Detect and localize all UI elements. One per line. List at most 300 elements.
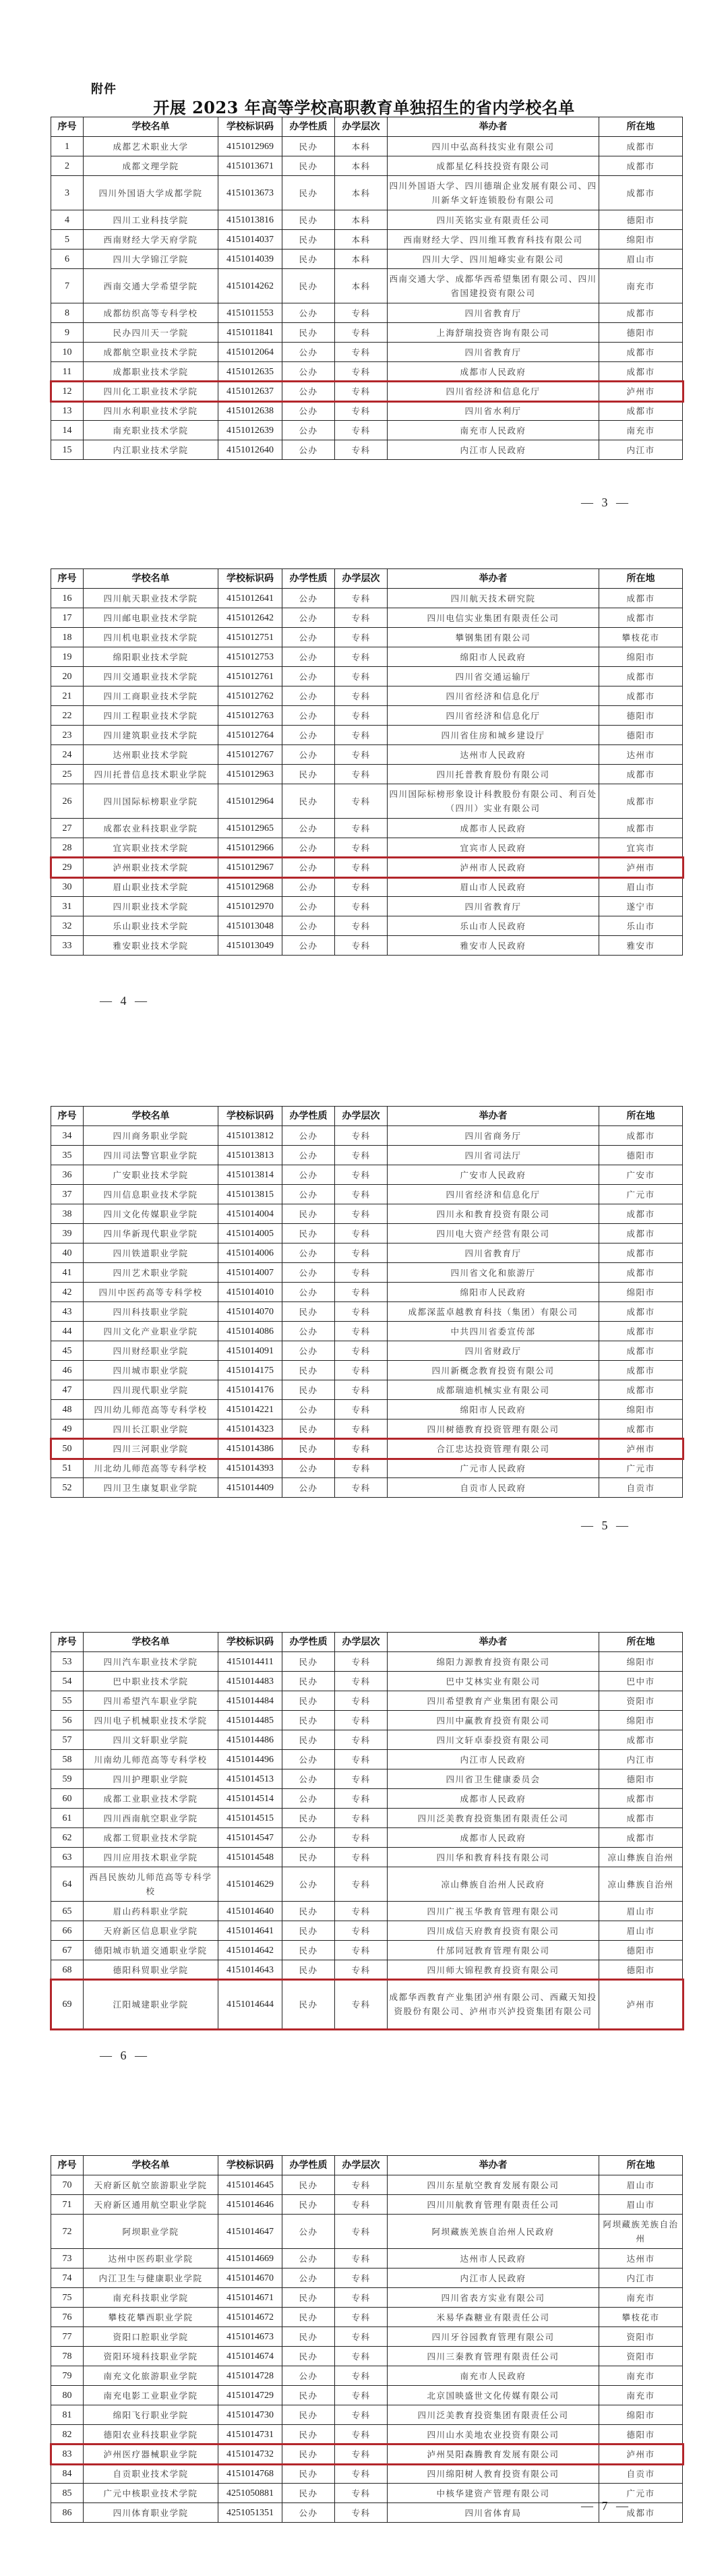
cell-host: 内江市人民政府	[388, 1750, 599, 1769]
cell-name: 四川科技职业学院	[84, 1302, 218, 1322]
cell-level: 专科	[335, 1750, 388, 1769]
cell-host: 四川省教育厅	[388, 343, 599, 362]
cell-city: 泸州市	[599, 1439, 683, 1459]
cell-type: 公办	[282, 1126, 335, 1146]
cell-name: 成都航空职业技术学院	[84, 343, 218, 362]
column-header-host: 举办者	[388, 117, 599, 137]
table-row	[51, 1848, 683, 1867]
school-table-page-7	[51, 2155, 683, 2523]
cell-code: 4151014515	[218, 1809, 282, 1828]
cell-city: 成都市	[599, 362, 683, 382]
cell-level: 专科	[335, 1361, 388, 1380]
cell-no: 26	[51, 784, 84, 819]
cell-host: 四川中赢教育投资有限公司	[388, 1711, 599, 1730]
cell-no: 64	[51, 1867, 84, 1902]
cell-no: 42	[51, 1283, 84, 1302]
cell-city: 德阳市	[599, 706, 683, 726]
cell-level: 专科	[335, 1380, 388, 1400]
cell-no: 11	[51, 362, 84, 382]
cell-type: 公办	[282, 1165, 335, 1185]
cell-level: 专科	[335, 589, 388, 608]
cell-level: 专科	[335, 2175, 388, 2195]
cell-code: 4151014323	[218, 1419, 282, 1439]
cell-name: 四川大学锦江学院	[84, 250, 218, 269]
cell-host: 四川省教育厅	[388, 1243, 599, 1263]
cell-no: 34	[51, 1126, 84, 1146]
cell-host: 四川中弘高科技实业有限公司	[388, 137, 599, 156]
cell-code: 4151014729	[218, 2386, 282, 2405]
cell-name: 四川三河职业学院	[84, 1439, 218, 1459]
column-header-level: 办学层次	[335, 569, 388, 589]
cell-host: 四川航天技术研究院	[388, 589, 599, 608]
cell-type: 公办	[282, 1769, 335, 1789]
cell-name: 成都农业科技职业学院	[84, 819, 218, 838]
cell-no: 39	[51, 1224, 84, 1243]
cell-level: 专科	[335, 1809, 388, 1828]
cell-no: 86	[51, 2503, 84, 2523]
cell-city: 阿坝藏族羌族自治州	[599, 2215, 683, 2249]
cell-city: 成都市	[599, 1263, 683, 1283]
cell-type: 民办	[282, 230, 335, 250]
cell-level: 专科	[335, 2503, 388, 2523]
cell-no: 75	[51, 2288, 84, 2308]
cell-code: 4151014671	[218, 2288, 282, 2308]
column-header-level: 办学层次	[335, 1107, 388, 1126]
table-header-row	[51, 569, 683, 589]
cell-host: 什邡同冠教育管理有限公司	[388, 1941, 599, 1960]
cell-host: 绵阳市人民政府	[388, 647, 599, 667]
table-row-highlighted	[51, 2445, 683, 2464]
cell-type: 公办	[282, 1341, 335, 1361]
cell-name: 四川职业技术学院	[84, 897, 218, 916]
cell-no: 72	[51, 2215, 84, 2249]
cell-host: 四川新概念教育投资有限公司	[388, 1361, 599, 1380]
cell-host: 成都瑞迪机械实业有限公司	[388, 1380, 599, 1400]
cell-code: 4151013814	[218, 1165, 282, 1185]
cell-code: 4151014728	[218, 2366, 282, 2386]
cell-host: 四川成信天府教育投资有限公司	[388, 1921, 599, 1941]
cell-name: 四川护理职业学院	[84, 1769, 218, 1789]
cell-city: 成都市	[599, 343, 683, 362]
cell-code: 4151014645	[218, 2175, 282, 2195]
cell-level: 专科	[335, 706, 388, 726]
cell-no: 49	[51, 1419, 84, 1439]
cell-city: 德阳市	[599, 1941, 683, 1960]
cell-no: 71	[51, 2195, 84, 2215]
column-header-type: 办学性质	[282, 1107, 335, 1126]
table-row	[51, 1828, 683, 1848]
cell-name: 四川卫生康复职业学院	[84, 1478, 218, 1498]
cell-name: 绵阳职业技术学院	[84, 647, 218, 667]
cell-host: 四川省表方实业有限公司	[388, 2288, 599, 2308]
table-row	[51, 210, 683, 230]
cell-level: 专科	[335, 2308, 388, 2327]
cell-city: 成都市	[599, 1419, 683, 1439]
cell-level: 本科	[335, 230, 388, 250]
cell-code: 4151012964	[218, 784, 282, 819]
cell-city: 宜宾市	[599, 838, 683, 858]
cell-level: 专科	[335, 440, 388, 460]
cell-type: 民办	[282, 1204, 335, 1224]
cell-no: 10	[51, 343, 84, 362]
cell-level: 专科	[335, 647, 388, 667]
table-row	[51, 250, 683, 269]
table-row	[51, 1459, 683, 1478]
cell-code: 4151014646	[218, 2195, 282, 2215]
cell-host: 南充市人民政府	[388, 2366, 599, 2386]
cell-host: 四川电信实业集团有限责任公司	[388, 608, 599, 628]
cell-name: 四川机电职业技术学院	[84, 628, 218, 647]
cell-no: 19	[51, 647, 84, 667]
cell-host: 四川文轩卓泰投资有限公司	[388, 1730, 599, 1750]
cell-no: 53	[51, 1652, 84, 1672]
cell-code: 4151014669	[218, 2249, 282, 2268]
table-row	[51, 1302, 683, 1322]
cell-level: 专科	[335, 2195, 388, 2215]
cell-level: 专科	[335, 1478, 388, 1498]
cell-city: 成都市	[599, 1789, 683, 1809]
cell-code: 4151014670	[218, 2268, 282, 2288]
cell-code: 4151012767	[218, 745, 282, 765]
cell-no: 65	[51, 1902, 84, 1921]
column-header-no: 序号	[51, 1107, 84, 1126]
cell-city: 广元市	[599, 1459, 683, 1478]
cell-level: 本科	[335, 210, 388, 230]
cell-name: 四川水利职业技术学院	[84, 401, 218, 421]
cell-level: 专科	[335, 1165, 388, 1185]
table-row-highlighted	[51, 858, 683, 877]
cell-level: 专科	[335, 1302, 388, 1322]
cell-city: 成都市	[599, 608, 683, 628]
cell-name: 成都纺织高等专科学校	[84, 303, 218, 323]
cell-name: 川南幼儿师范高等专科学校	[84, 1750, 218, 1769]
table-row	[51, 2405, 683, 2425]
cell-name: 德阳农业科技职业学院	[84, 2425, 218, 2445]
cell-no: 14	[51, 421, 84, 440]
cell-host: 阿坝藏族羌族自治州人民政府	[388, 2215, 599, 2249]
cell-code: 4151014673	[218, 2327, 282, 2347]
cell-city: 南充市	[599, 2288, 683, 2308]
cell-type: 民办	[282, 1960, 335, 1980]
cell-type: 公办	[282, 916, 335, 936]
cell-city: 广元市	[599, 2484, 683, 2503]
table-row	[51, 1341, 683, 1361]
cell-level: 专科	[335, 382, 388, 401]
cell-level: 专科	[335, 2405, 388, 2425]
cell-city: 泸州市	[599, 382, 683, 401]
cell-name: 成都工贸职业技术学院	[84, 1828, 218, 1848]
cell-type: 公办	[282, 1243, 335, 1263]
cell-type: 民办	[282, 269, 335, 303]
cell-level: 专科	[335, 916, 388, 936]
cell-host: 四川外国语大学、四川德瑞企业发展有限公司、四川新华文轩连锁股份有限公司	[388, 176, 599, 210]
table-row	[51, 706, 683, 726]
cell-code: 4151014674	[218, 2347, 282, 2366]
cell-name: 阿坝职业学院	[84, 2215, 218, 2249]
table-row	[51, 1809, 683, 1828]
cell-type: 民办	[282, 1361, 335, 1380]
cell-city: 成都市	[599, 1380, 683, 1400]
cell-host: 四川省财政厅	[388, 1341, 599, 1361]
cell-type: 公办	[282, 608, 335, 628]
cell-no: 62	[51, 1828, 84, 1848]
cell-city: 德阳市	[599, 1146, 683, 1165]
cell-name: 四川文化产业职业学院	[84, 1322, 218, 1341]
column-header-name: 学校名单	[84, 1107, 218, 1126]
cell-no: 12	[51, 382, 84, 401]
cell-no: 56	[51, 1711, 84, 1730]
cell-no: 81	[51, 2405, 84, 2425]
table-header-row	[51, 117, 683, 137]
cell-code: 4151014768	[218, 2464, 282, 2484]
cell-host: 四川希望教育产业集团有限公司	[388, 1691, 599, 1711]
cell-type: 公办	[282, 2249, 335, 2268]
cell-city: 成都市	[599, 137, 683, 156]
cell-level: 专科	[335, 784, 388, 819]
cell-code: 4151012968	[218, 877, 282, 897]
cell-level: 专科	[335, 1204, 388, 1224]
table-row	[51, 1146, 683, 1165]
table-row	[51, 877, 683, 897]
cell-host: 四川省司法厅	[388, 1146, 599, 1165]
cell-type: 民办	[282, 176, 335, 210]
cell-level: 专科	[335, 362, 388, 382]
cell-level: 专科	[335, 936, 388, 956]
table-row	[51, 156, 683, 176]
cell-city: 成都市	[599, 1243, 683, 1263]
page-number: — 5 —	[581, 1519, 631, 1532]
cell-host: 四川泛美教育投资集团有限责任公司	[388, 2405, 599, 2425]
cell-code: 4151014037	[218, 230, 282, 250]
cell-code: 4151014409	[218, 1478, 282, 1498]
cell-no: 47	[51, 1380, 84, 1400]
cell-level: 本科	[335, 250, 388, 269]
cell-code: 4151012761	[218, 667, 282, 686]
cell-no: 16	[51, 589, 84, 608]
cell-name: 眉山药科职业学院	[84, 1902, 218, 1921]
table-row	[51, 2366, 683, 2386]
table-row	[51, 2425, 683, 2445]
cell-host: 巴中艾林实业有限公司	[388, 1672, 599, 1691]
cell-host: 四川省教育厅	[388, 303, 599, 323]
cell-level: 专科	[335, 1341, 388, 1361]
cell-level: 专科	[335, 303, 388, 323]
cell-level: 专科	[335, 1243, 388, 1263]
cell-no: 68	[51, 1960, 84, 1980]
cell-type: 公办	[282, 440, 335, 460]
cell-name: 南充科技职业学院	[84, 2288, 218, 2308]
table-row	[51, 1243, 683, 1263]
cell-city: 攀枝花市	[599, 2308, 683, 2327]
column-header-type: 办学性质	[282, 569, 335, 589]
table-row	[51, 2464, 683, 2484]
cell-no: 55	[51, 1691, 84, 1711]
cell-name: 四川文化传媒职业学院	[84, 1204, 218, 1224]
cell-no: 60	[51, 1789, 84, 1809]
cell-level: 专科	[335, 686, 388, 706]
cell-no: 84	[51, 2464, 84, 2484]
cell-city: 南充市	[599, 2366, 683, 2386]
cell-code: 4151012641	[218, 589, 282, 608]
cell-level: 专科	[335, 401, 388, 421]
cell-type: 民办	[282, 1419, 335, 1439]
attachment-label: 附件	[91, 82, 117, 96]
cell-type: 民办	[282, 2484, 335, 2503]
column-header-type: 办学性质	[282, 1633, 335, 1652]
cell-code: 4151014642	[218, 1941, 282, 1960]
cell-city: 眉山市	[599, 2175, 683, 2195]
cell-name: 四川城市职业学院	[84, 1361, 218, 1380]
cell-no: 85	[51, 2484, 84, 2503]
cell-type: 公办	[282, 706, 335, 726]
cell-city: 绵阳市	[599, 1652, 683, 1672]
cell-type: 公办	[282, 745, 335, 765]
cell-name: 四川文轩职业学院	[84, 1730, 218, 1750]
column-header-host: 举办者	[388, 1107, 599, 1126]
cell-type: 民办	[282, 1980, 335, 2029]
cell-name: 乐山职业技术学院	[84, 916, 218, 936]
cell-name: 德阳城市轨道交通职业学院	[84, 1941, 218, 1960]
cell-name: 达州中医药职业学院	[84, 2249, 218, 2268]
cell-type: 公办	[282, 343, 335, 362]
cell-code: 4151014070	[218, 1302, 282, 1322]
cell-level: 专科	[335, 1769, 388, 1789]
cell-code: 4151012751	[218, 628, 282, 647]
cell-city: 成都市	[599, 303, 683, 323]
cell-host: 攀钢集团有限公司	[388, 628, 599, 647]
cell-host: 四川省经济和信息化厅	[388, 686, 599, 706]
cell-type: 公办	[282, 858, 335, 877]
column-header-no: 序号	[51, 569, 84, 589]
cell-host: 四川省水利厅	[388, 401, 599, 421]
table-row-highlighted	[51, 382, 683, 401]
cell-name: 天府新区航空旅游职业学院	[84, 2175, 218, 2195]
cell-level: 专科	[335, 1960, 388, 1980]
table-row	[51, 1691, 683, 1711]
cell-code: 4151014484	[218, 1691, 282, 1711]
cell-type: 公办	[282, 303, 335, 323]
cell-level: 专科	[335, 1828, 388, 1848]
cell-level: 专科	[335, 765, 388, 784]
cell-host: 四川华和教育科技有限公司	[388, 1848, 599, 1867]
cell-name: 南充文化旅游职业学院	[84, 2366, 218, 2386]
cell-no: 78	[51, 2347, 84, 2366]
cell-city: 凉山彝族自治州	[599, 1848, 683, 1867]
cell-type: 民办	[282, 1941, 335, 1960]
cell-code: 4151014221	[218, 1400, 282, 1419]
cell-code: 4151013673	[218, 176, 282, 210]
table-row	[51, 1400, 683, 1419]
table-row	[51, 2347, 683, 2366]
column-header-city: 所在地	[599, 2156, 683, 2175]
cell-code: 4151014547	[218, 1828, 282, 1848]
cell-code: 4151012753	[218, 647, 282, 667]
cell-type: 公办	[282, 1400, 335, 1419]
column-header-level: 办学层次	[335, 117, 388, 137]
cell-level: 专科	[335, 2425, 388, 2445]
table-row	[51, 1283, 683, 1302]
cell-no: 18	[51, 628, 84, 647]
document-title: 开展 2023 年高等学校高职教育单独招生的省内学校名单	[153, 98, 575, 117]
cell-code: 4151013815	[218, 1185, 282, 1204]
cell-host: 四川绵阳树人教育投资有限公司	[388, 2464, 599, 2484]
cell-name: 四川工商职业技术学院	[84, 686, 218, 706]
table-row	[51, 1867, 683, 1902]
table-row	[51, 1960, 683, 1980]
cell-type: 民办	[282, 765, 335, 784]
cell-name: 江阳城建职业学院	[84, 1980, 218, 2029]
cell-city: 凉山彝族自治州	[599, 1867, 683, 1902]
cell-type: 公办	[282, 2503, 335, 2523]
cell-code: 4151014005	[218, 1224, 282, 1243]
cell-code: 4151013049	[218, 936, 282, 956]
cell-no: 46	[51, 1361, 84, 1380]
table-row	[51, 2195, 683, 2215]
cell-name: 广安职业技术学院	[84, 1165, 218, 1185]
cell-host: 四川山水美地农业投资有限公司	[388, 2425, 599, 2445]
cell-no: 41	[51, 1263, 84, 1283]
cell-type: 公办	[282, 838, 335, 858]
table-row	[51, 2288, 683, 2308]
cell-no: 52	[51, 1478, 84, 1498]
table-row	[51, 1361, 683, 1380]
cell-name: 资阳环境科技职业学院	[84, 2347, 218, 2366]
cell-no: 7	[51, 269, 84, 303]
cell-city: 成都市	[599, 667, 683, 686]
cell-code: 4251051351	[218, 2503, 282, 2523]
cell-city: 德阳市	[599, 1769, 683, 1789]
cell-host: 内江市人民政府	[388, 2268, 599, 2288]
cell-type: 公办	[282, 647, 335, 667]
cell-type: 民办	[282, 1711, 335, 1730]
column-header-code: 学校标识码	[218, 2156, 282, 2175]
cell-host: 四川国际标榜形象设计科教股份有限公司、利百处（四川）实业有限公司	[388, 784, 599, 819]
table-row	[51, 667, 683, 686]
cell-no: 70	[51, 2175, 84, 2195]
cell-name: 四川司法警官职业学院	[84, 1146, 218, 1165]
cell-code: 4151012967	[218, 858, 282, 877]
cell-city: 内江市	[599, 2268, 683, 2288]
cell-name: 四川化工职业技术学院	[84, 382, 218, 401]
column-header-name: 学校名单	[84, 569, 218, 589]
cell-no: 35	[51, 1146, 84, 1165]
cell-level: 专科	[335, 1322, 388, 1341]
cell-name: 四川现代职业学院	[84, 1380, 218, 1400]
table-header-row	[51, 1633, 683, 1652]
cell-type: 公办	[282, 686, 335, 706]
cell-code: 4151014483	[218, 1672, 282, 1691]
cell-no: 24	[51, 745, 84, 765]
cell-name: 攀枝花攀西职业学院	[84, 2308, 218, 2327]
cell-code: 4151014010	[218, 1283, 282, 1302]
cell-type: 民办	[282, 2386, 335, 2405]
cell-type: 民办	[282, 1691, 335, 1711]
table-header-row	[51, 2156, 683, 2175]
cell-type: 民办	[282, 1652, 335, 1672]
cell-code: 4151014176	[218, 1380, 282, 1400]
cell-city: 内江市	[599, 1750, 683, 1769]
cell-host: 绵阳市人民政府	[388, 1283, 599, 1302]
cell-host: 泸州市人民政府	[388, 858, 599, 877]
cell-type: 民办	[282, 1902, 335, 1921]
cell-name: 四川中医药高等专科学校	[84, 1283, 218, 1302]
cell-no: 27	[51, 819, 84, 838]
cell-code: 4151014643	[218, 1960, 282, 1980]
cell-name: 雅安职业技术学院	[84, 936, 218, 956]
table-row	[51, 1769, 683, 1789]
cell-level: 专科	[335, 1439, 388, 1459]
cell-level: 专科	[335, 421, 388, 440]
